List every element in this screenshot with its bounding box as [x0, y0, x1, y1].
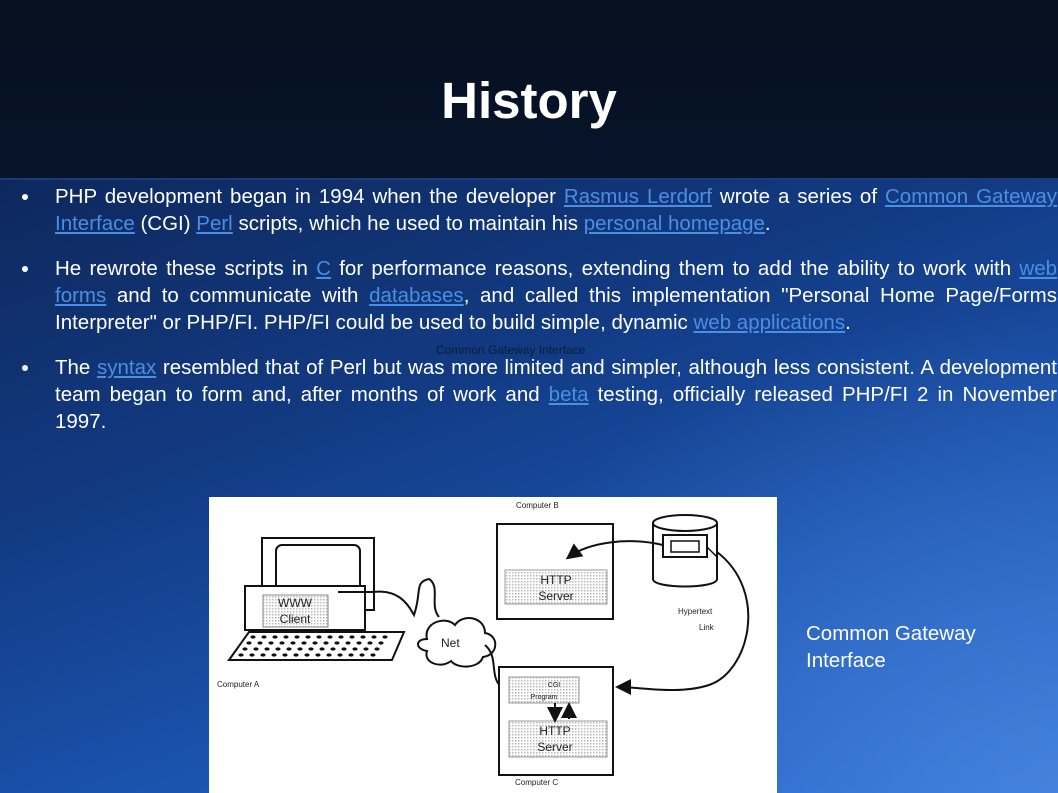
- computer-b-label: Computer B: [516, 501, 559, 510]
- bullet-text: , and called this implementation "Personal Home Page/Forms Interpreter" or PHP/FI. PHP/FI could be used to build simple, dynamic: [55, 284, 1057, 334]
- bullet-link[interactable]: Rasmus Lerdorf: [563, 185, 712, 208]
- keyboard-key: [301, 641, 306, 644]
- keyboard-key: [323, 641, 328, 644]
- keyboard-key: [345, 641, 350, 644]
- net-label: Net: [441, 636, 460, 650]
- keyboard-key: [312, 641, 317, 644]
- hypertext-label-2: Link: [699, 623, 714, 632]
- keyboard-key: [257, 641, 262, 644]
- http-server-c-label-1: HTTP: [539, 724, 571, 738]
- bullet-link[interactable]: web forms: [55, 257, 1057, 307]
- bullet-link[interactable]: Perl: [196, 212, 233, 235]
- computer-a-label: Computer A: [217, 680, 260, 689]
- keyboard-key: [382, 635, 387, 638]
- keyboard-key: [250, 635, 255, 638]
- database-cylinder: [653, 515, 717, 587]
- bullet-text: wrote a series of: [711, 185, 885, 208]
- bullet-link[interactable]: C: [316, 257, 331, 280]
- http-server-b-label-1: HTTP: [540, 573, 572, 587]
- cgi-diagram-svg: [209, 497, 777, 793]
- bullet-text: for performance reasons, extending them to add the ability to work with: [330, 257, 1020, 280]
- keyboard-key: [246, 641, 251, 644]
- keyboard-key: [334, 641, 339, 644]
- bullet-text: testing, officially released PHP/FI 2 in November 1997.: [55, 383, 1058, 433]
- slide-title: History: [441, 72, 617, 129]
- bullet-text: PHP development began in 1994 when the developer: [55, 185, 564, 208]
- bullet-text: resembled that of Perl but was more limited and simpler, although less consistent. A development team began to form and, after months of work and: [55, 356, 1057, 406]
- keyboard-key: [341, 647, 346, 650]
- keyboard-key: [286, 647, 291, 650]
- keyboard-key: [271, 653, 276, 656]
- computer-c-box: [499, 667, 613, 775]
- keyboard-key: [371, 635, 376, 638]
- bullet-list: [20, 183, 1057, 453]
- bullet-link[interactable]: personal homepage: [583, 212, 765, 235]
- bullet-text: (CGI): [134, 212, 197, 235]
- bullet-link[interactable]: syntax: [96, 356, 157, 379]
- keyboard-key: [337, 653, 342, 656]
- keyboard-key: [283, 635, 288, 638]
- keyboard-key: [367, 641, 372, 644]
- bullet-dot-icon: [22, 266, 28, 272]
- keyboard-key: [294, 635, 299, 638]
- keyboard-key: [338, 635, 343, 638]
- keyboard-key: [316, 635, 321, 638]
- bullet-link[interactable]: Common Gateway Interface: [55, 185, 1057, 235]
- keyboard-key: [349, 635, 354, 638]
- keyboard-key: [378, 641, 383, 644]
- keyboard-key: [293, 653, 298, 656]
- bullet-dot-icon: [22, 194, 28, 200]
- cgi-diagram: [209, 497, 777, 793]
- www-client-label-2: Client: [279, 612, 311, 626]
- keyboard-key: [374, 647, 379, 650]
- http-server-c-label-2: Server: [537, 740, 573, 754]
- keyboard-key: [264, 647, 269, 650]
- keyboard-key: [304, 653, 309, 656]
- net-cloud: [418, 618, 495, 667]
- overlay-caption: Common Gateway Interface: [436, 343, 586, 357]
- bullet-text: He rewrote these scripts in: [55, 257, 317, 280]
- keyboard-key: [260, 653, 265, 656]
- keyboard-key: [242, 647, 247, 650]
- keyboard-key: [315, 653, 320, 656]
- bullet-item: [20, 354, 1057, 435]
- keyboard-key: [352, 647, 357, 650]
- bullet-item: [20, 255, 1057, 336]
- cgi-label-2: Program: [530, 694, 558, 701]
- keyboard-key: [360, 635, 365, 638]
- keyboard-key: [268, 641, 273, 644]
- bullet-text: The: [55, 356, 97, 379]
- cgi-label-1: CGI: [547, 682, 561, 689]
- bullet-text: scripts, which he used to maintain his: [232, 212, 584, 235]
- http-server-b-label-2: Server: [538, 589, 574, 603]
- keyboard-key: [275, 647, 280, 650]
- computer-c-label: Computer C: [515, 778, 559, 787]
- keyboard-key: [249, 653, 254, 656]
- keyboard-key: [330, 647, 335, 650]
- keyboard-key: [238, 653, 243, 656]
- bullet-item: [20, 183, 1057, 237]
- keyboard-key: [308, 647, 313, 650]
- keyboard-key: [253, 647, 258, 650]
- keyboard-key: [370, 653, 375, 656]
- computer-b-box: [497, 524, 613, 619]
- bullet-text: and to communicate with: [106, 284, 370, 307]
- computer-a-keyboard: [229, 632, 404, 660]
- keyboard-key: [327, 635, 332, 638]
- title-bar: [0, 0, 1058, 180]
- keyboard-key: [261, 635, 266, 638]
- bullet-link[interactable]: web applications: [693, 311, 846, 334]
- keyboard-key: [319, 647, 324, 650]
- keyboard-key: [272, 635, 277, 638]
- keyboard-key: [305, 635, 310, 638]
- keyboard-key: [297, 647, 302, 650]
- bullet-text: .: [764, 212, 771, 235]
- keyboard-key: [326, 653, 331, 656]
- bullet-text: .: [845, 311, 851, 334]
- hypertext-label-1: Hypertext: [678, 607, 713, 616]
- keyboard-key: [359, 653, 364, 656]
- keyboard-key: [282, 653, 287, 656]
- computer-a-monitor: [245, 538, 374, 630]
- side-caption: Common Gateway Interface: [806, 622, 976, 672]
- keyboard-key: [348, 653, 353, 656]
- keyboard-key: [356, 641, 361, 644]
- bullet-link[interactable]: beta: [548, 383, 589, 406]
- www-client-label-1: WWW: [278, 596, 312, 610]
- keyboard-key: [290, 641, 295, 644]
- bullet-dot-icon: [22, 365, 28, 371]
- keyboard-key: [363, 647, 368, 650]
- keyboard-key: [279, 641, 284, 644]
- bullet-link[interactable]: databases: [369, 284, 464, 307]
